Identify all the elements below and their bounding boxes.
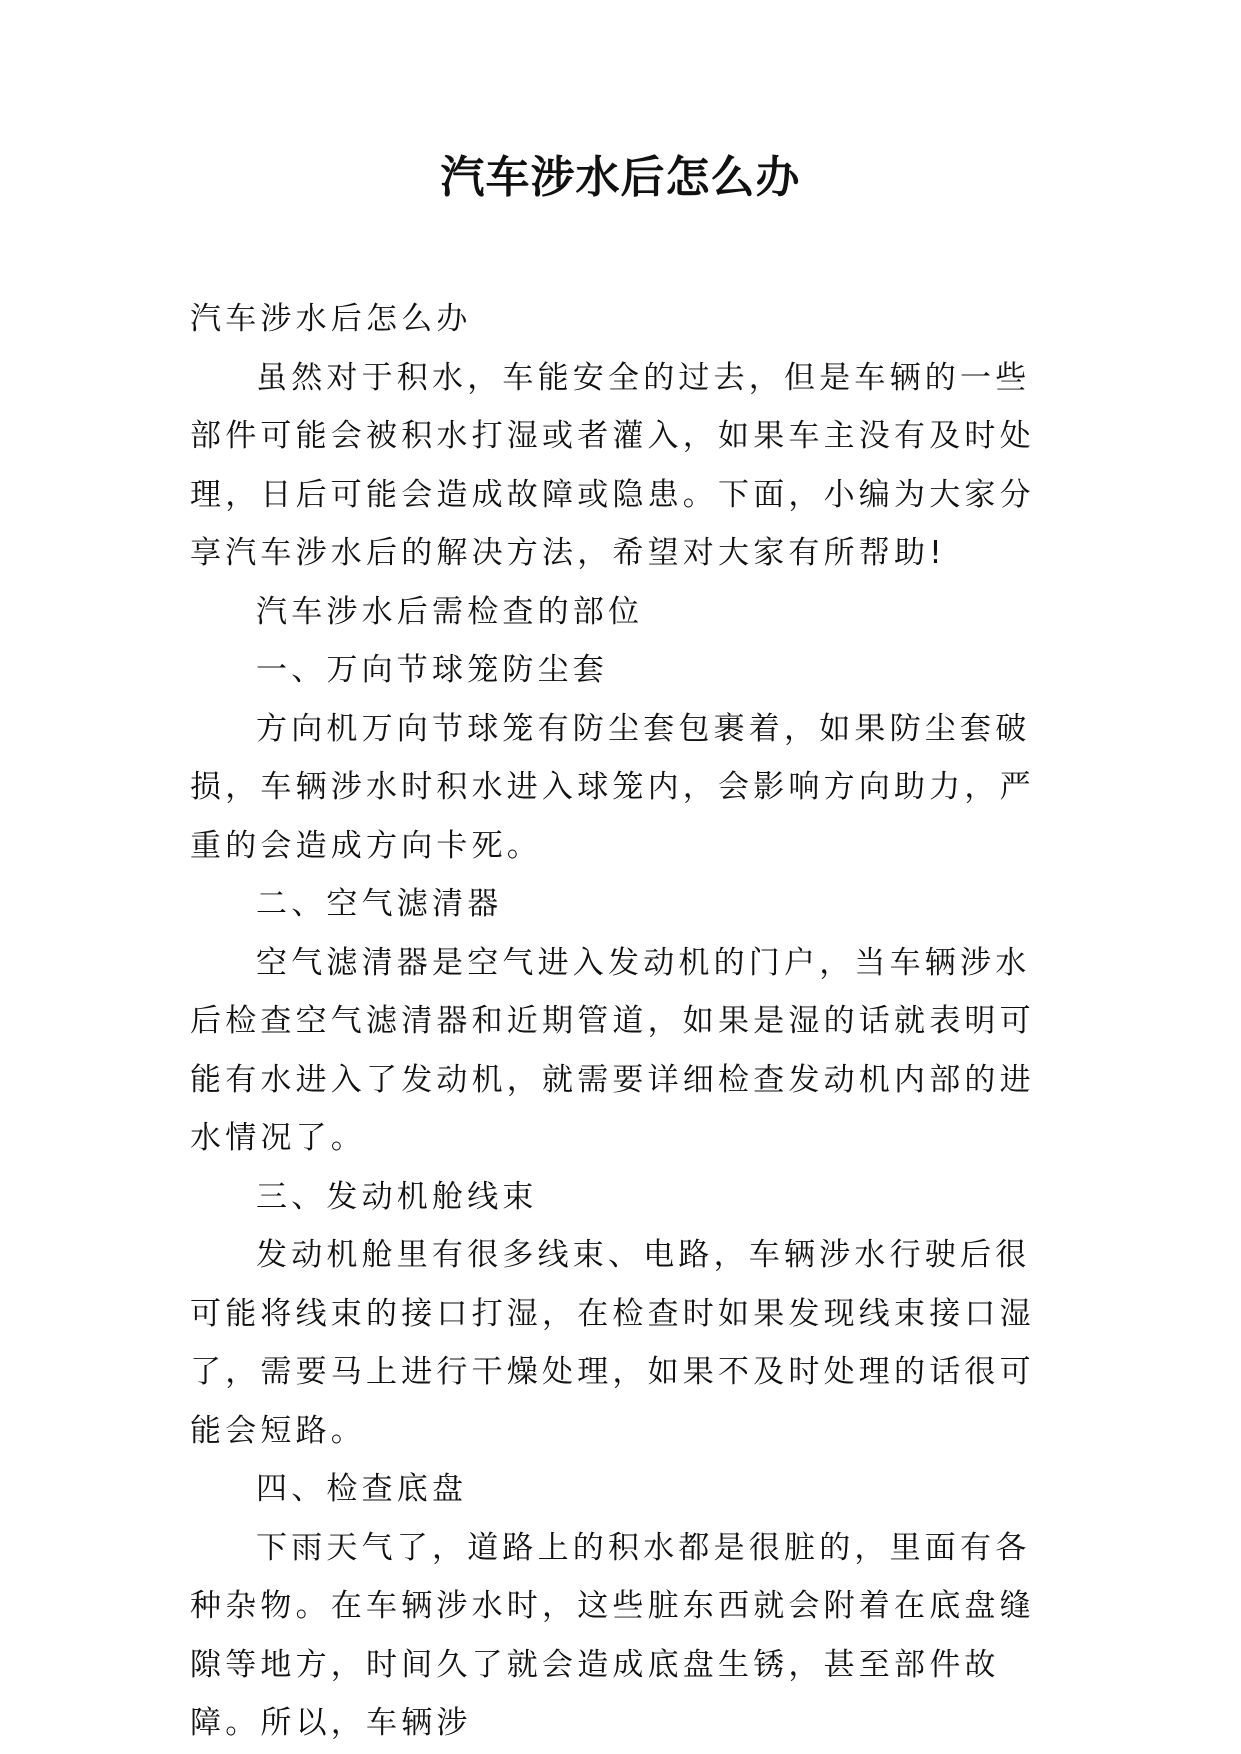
document-title: 汽车涉水后怎么办 bbox=[440, 152, 801, 203]
heading-item-1: 一、万向节球笼防尘套 bbox=[256, 652, 608, 688]
paragraph-intro: 虽然对于积水，车能安全的过去，但是车辆的一些部件可能会被积水打湿或者灌入，如果车主没有及时处理，日后可能会造成故障或隐患。下面，小编为大家分享汽车涉水后的解决方法，希望对大家有所帮助! bbox=[190, 359, 1035, 571]
paragraph-item-4: 下雨天气了，道路上的积水都是很脏的，里面有各种杂物。在车辆涉水时，这些脏东西就会附着在底盘缝隙等地方，时间久了就会造成底盘生锈，甚至部件故障。所以，车辆涉 bbox=[190, 1529, 1035, 1741]
heading-item-2: 二、空气滤清器 bbox=[256, 886, 503, 922]
paragraph-subtitle: 汽车涉水后怎么办 bbox=[190, 301, 472, 337]
paragraph-item-2: 空气滤清器是空气进入发动机的门户，当车辆涉水后检查空气滤清器和近期管道，如果是湿的话就表明可能有水进入了发动机，就需要详细检查发动机内部的进水情况了。 bbox=[190, 944, 1035, 1156]
paragraph-item-1: 方向机万向节球笼有防尘套包裹着，如果防尘套破损，车辆涉水时积水进入球笼内，会影响方向助力，严重的会造成方向卡死。 bbox=[190, 710, 1035, 864]
paragraph-item-3: 发动机舱里有很多线束、电路，车辆涉水行驶后很可能将线束的接口打湿，在检查时如果发现线束接口湿了，需要马上进行干燥处理，如果不及时处理的话很可能会短路。 bbox=[190, 1237, 1035, 1449]
document-body bbox=[190, 290, 1050, 1753]
heading-item-4: 四、检查底盘 bbox=[256, 1471, 468, 1507]
heading-item-3: 三、发动机舱线束 bbox=[256, 1178, 538, 1215]
paragraph-section-heading: 汽车涉水后需检查的部位 bbox=[256, 593, 644, 630]
